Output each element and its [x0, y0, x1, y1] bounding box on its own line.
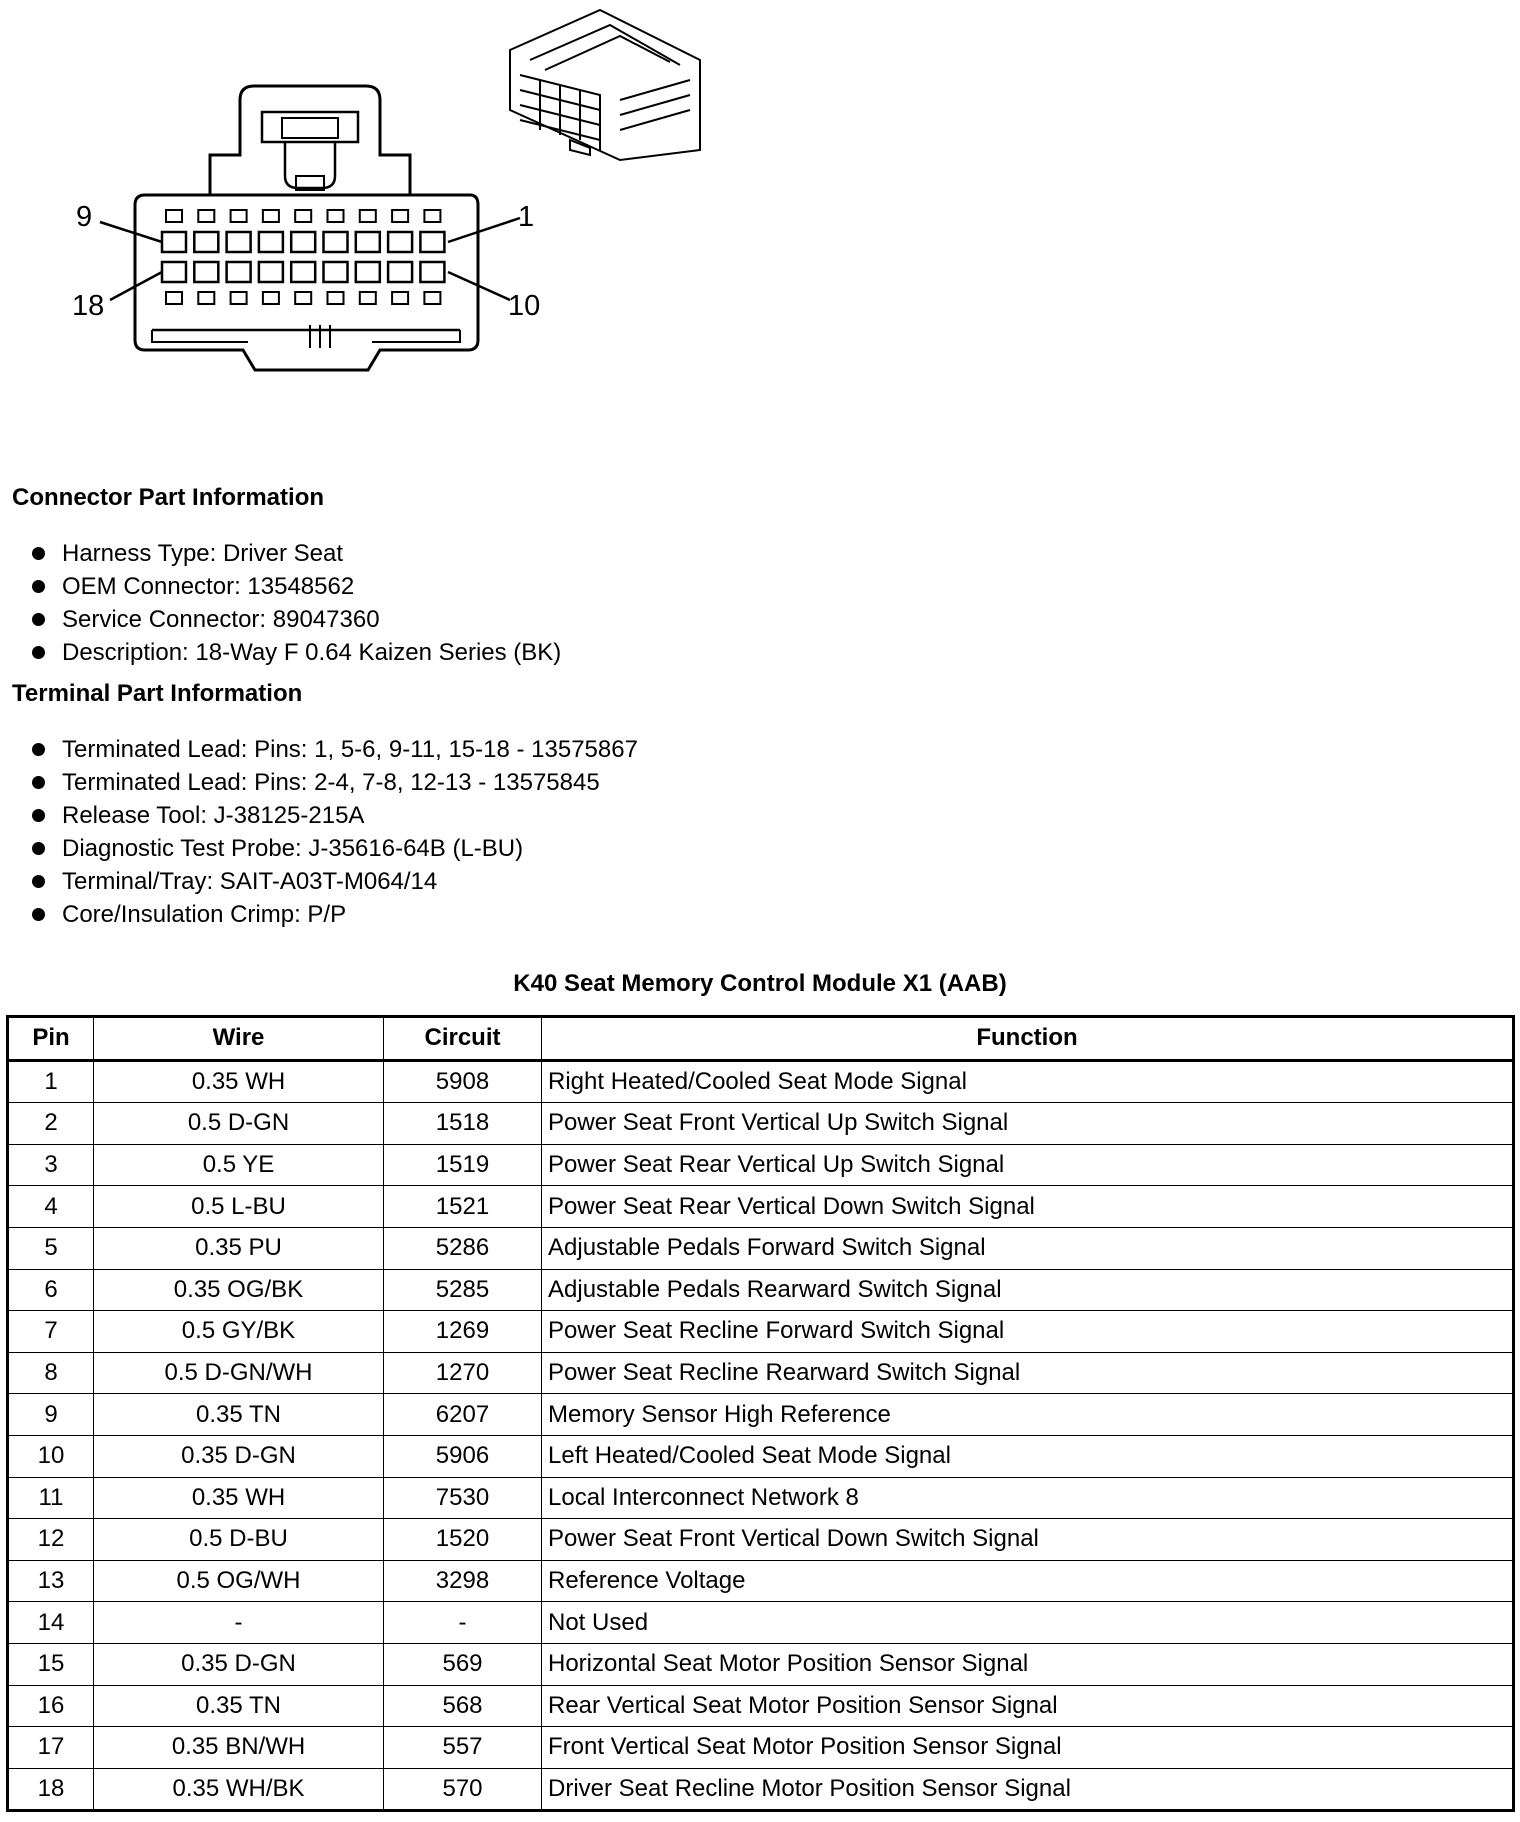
cell-circuit: 557 [384, 1727, 542, 1769]
cell-function: Power Seat Recline Forward Switch Signal [542, 1311, 1514, 1353]
bottom-slot [295, 292, 311, 304]
list-item: OEM Connector: 13548562 [28, 570, 561, 603]
cell-circuit: 5908 [384, 1060, 542, 1103]
header-pin: Pin [8, 1017, 94, 1061]
cell-pin: 12 [8, 1519, 94, 1561]
bottom-slot [328, 292, 344, 304]
table-row [8, 1060, 1514, 1103]
cell-circuit: 568 [384, 1685, 542, 1727]
cell-pin: 3 [8, 1144, 94, 1186]
pin-cavity [259, 232, 283, 252]
table-row [8, 1394, 1514, 1436]
cell-wire: 0.5 D-BU [94, 1519, 384, 1561]
table-row [8, 1269, 1514, 1311]
pin-cavity [194, 232, 218, 252]
cell-circuit: 5286 [384, 1227, 542, 1269]
cell-wire: 0.35 D-GN [94, 1643, 384, 1685]
list-item: Harness Type: Driver Seat [28, 537, 561, 570]
table-row [8, 1768, 1514, 1811]
cell-function: Front Vertical Seat Motor Position Sensor Signal [542, 1727, 1514, 1769]
table-row [8, 1227, 1514, 1269]
list-item: Terminated Lead: Pins: 1, 5-6, 9-11, 15-18 - 13575867 [28, 733, 638, 766]
pin-cavity [420, 262, 444, 282]
cell-function: Memory Sensor High Reference [542, 1394, 1514, 1436]
table-row [8, 1727, 1514, 1769]
cell-circuit: 1269 [384, 1311, 542, 1353]
cell-circuit: 570 [384, 1768, 542, 1811]
pin-label-10: 10 [508, 290, 541, 322]
cell-wire: 0.5 D-GN [94, 1103, 384, 1145]
cell-wire: 0.35 TN [94, 1685, 384, 1727]
list-item: Release Tool: J-38125-215A [28, 799, 638, 832]
cell-pin: 16 [8, 1685, 94, 1727]
pin-cavity [162, 232, 186, 252]
cell-wire: 0.35 BN/WH [94, 1727, 384, 1769]
header-wire: Wire [94, 1017, 384, 1061]
table-header-row [8, 1017, 1514, 1061]
cell-pin: 17 [8, 1727, 94, 1769]
cell-pin: 9 [8, 1394, 94, 1436]
cell-function: Horizontal Seat Motor Position Sensor Signal [542, 1643, 1514, 1685]
cell-circuit: 5285 [384, 1269, 542, 1311]
cell-pin: 6 [8, 1269, 94, 1311]
cell-pin: 13 [8, 1560, 94, 1602]
list-item: Terminated Lead: Pins: 2-4, 7-8, 12-13 - 13575845 [28, 766, 638, 799]
cell-pin: 4 [8, 1186, 94, 1228]
cell-pin: 14 [8, 1602, 94, 1644]
pinout-table [6, 1015, 1515, 1812]
top-slot [166, 210, 182, 222]
cell-function: Power Seat Front Vertical Down Switch Signal [542, 1519, 1514, 1561]
table-row [8, 1643, 1514, 1685]
cell-function: Local Interconnect Network 8 [542, 1477, 1514, 1519]
cell-wire: 0.35 D-GN [94, 1435, 384, 1477]
cell-function: Reference Voltage [542, 1560, 1514, 1602]
terminal-part-info-heading: Terminal Part Information [12, 680, 303, 707]
cell-pin: 11 [8, 1477, 94, 1519]
cell-function: Adjustable Pedals Rearward Switch Signal [542, 1269, 1514, 1311]
cell-circuit: 1521 [384, 1186, 542, 1228]
table-body [8, 1060, 1514, 1811]
table-row [8, 1311, 1514, 1353]
top-slot [328, 210, 344, 222]
list-item: Core/Insulation Crimp: P/P [28, 898, 638, 931]
bottom-slot [392, 292, 408, 304]
top-slot [263, 210, 279, 222]
bottom-slot [231, 292, 247, 304]
bottom-slot [424, 292, 440, 304]
pin-label-9: 9 [76, 201, 93, 233]
cell-circuit: 5906 [384, 1435, 542, 1477]
connector-part-info-list [28, 537, 561, 669]
table-row [8, 1685, 1514, 1727]
pin-cavity [291, 262, 315, 282]
cell-pin: 1 [8, 1060, 94, 1103]
connector-face-drawing [0, 0, 1520, 400]
cell-function: Power Seat Rear Vertical Down Switch Signal [542, 1186, 1514, 1228]
cell-function: Adjustable Pedals Forward Switch Signal [542, 1227, 1514, 1269]
pin-label-18: 18 [72, 290, 105, 322]
table-row [8, 1477, 1514, 1519]
cell-circuit: 1518 [384, 1103, 542, 1145]
cell-pin: 15 [8, 1643, 94, 1685]
pin-cavity [227, 262, 251, 282]
bottom-slot [198, 292, 214, 304]
list-item: Diagnostic Test Probe: J-35616-64B (L-BU) [28, 832, 638, 865]
pin-label-1: 1 [518, 201, 535, 233]
pin-cavity [259, 262, 283, 282]
pin-cavity [356, 232, 380, 252]
cell-wire: 0.35 WH/BK [94, 1768, 384, 1811]
table-row [8, 1435, 1514, 1477]
cell-wire: 0.5 D-GN/WH [94, 1352, 384, 1394]
cell-pin: 10 [8, 1435, 94, 1477]
cell-wire: 0.5 GY/BK [94, 1311, 384, 1353]
cell-function: Left Heated/Cooled Seat Mode Signal [542, 1435, 1514, 1477]
cell-function: Rear Vertical Seat Motor Position Sensor Signal [542, 1685, 1514, 1727]
cell-circuit: 7530 [384, 1477, 542, 1519]
list-item: Service Connector: 89047360 [28, 603, 561, 636]
cell-function: Power Seat Rear Vertical Up Switch Signal [542, 1144, 1514, 1186]
pin-cavity [324, 232, 348, 252]
cell-function: Driver Seat Recline Motor Position Sensor Signal [542, 1768, 1514, 1811]
cell-wire: 0.35 OG/BK [94, 1269, 384, 1311]
cell-wire: 0.35 PU [94, 1227, 384, 1269]
table-row [8, 1519, 1514, 1561]
header-function: Function [542, 1017, 1514, 1061]
cell-pin: 2 [8, 1103, 94, 1145]
top-slot [360, 210, 376, 222]
cell-wire: 0.35 WH [94, 1477, 384, 1519]
cell-function: Right Heated/Cooled Seat Mode Signal [542, 1060, 1514, 1103]
cell-function: Power Seat Recline Rearward Switch Signal [542, 1352, 1514, 1394]
cell-wire: 0.5 L-BU [94, 1186, 384, 1228]
table-title: K40 Seat Memory Control Module X1 (AAB) [513, 970, 1007, 997]
list-item: Terminal/Tray: SAIT-A03T-M064/14 [28, 865, 638, 898]
cell-pin: 5 [8, 1227, 94, 1269]
list-item: Description: 18-Way F 0.64 Kaizen Series (BK) [28, 636, 561, 669]
bottom-slot [166, 292, 182, 304]
bottom-slot [263, 292, 279, 304]
table-row [8, 1144, 1514, 1186]
cell-wire: 0.35 WH [94, 1060, 384, 1103]
pin-cavity [291, 232, 315, 252]
table-row [8, 1560, 1514, 1602]
cell-circuit: 1519 [384, 1144, 542, 1186]
top-slot [198, 210, 214, 222]
cell-function: Not Used [542, 1602, 1514, 1644]
top-slot [231, 210, 247, 222]
cell-wire: 0.5 YE [94, 1144, 384, 1186]
cell-circuit: 569 [384, 1643, 542, 1685]
cell-wire: 0.35 TN [94, 1394, 384, 1436]
cell-pin: 18 [8, 1768, 94, 1811]
pin-cavity [162, 262, 186, 282]
pin-cavity [420, 232, 444, 252]
table-row [8, 1103, 1514, 1145]
pin-cavity [227, 232, 251, 252]
bottom-slot [360, 292, 376, 304]
pin-cavity [388, 262, 412, 282]
cell-wire: - [94, 1602, 384, 1644]
cell-pin: 8 [8, 1352, 94, 1394]
cell-circuit: 1270 [384, 1352, 542, 1394]
table-row [8, 1602, 1514, 1644]
top-slot [392, 210, 408, 222]
pin-cavity [388, 232, 412, 252]
pin-cavity [194, 262, 218, 282]
cell-pin: 7 [8, 1311, 94, 1353]
cell-circuit: 6207 [384, 1394, 542, 1436]
cell-circuit: 3298 [384, 1560, 542, 1602]
cell-circuit: - [384, 1602, 542, 1644]
pin-cavity [356, 262, 380, 282]
cell-circuit: 1520 [384, 1519, 542, 1561]
connector-diagram [0, 0, 1520, 400]
cell-wire: 0.5 OG/WH [94, 1560, 384, 1602]
terminal-part-info-list [28, 733, 638, 931]
cell-function: Power Seat Front Vertical Up Switch Signal [542, 1103, 1514, 1145]
pin-cavity [324, 262, 348, 282]
top-slot [424, 210, 440, 222]
header-circuit: Circuit [384, 1017, 542, 1061]
table-row [8, 1352, 1514, 1394]
top-slot [295, 210, 311, 222]
connector-part-info-heading: Connector Part Information [12, 484, 325, 511]
table-row [8, 1186, 1514, 1228]
